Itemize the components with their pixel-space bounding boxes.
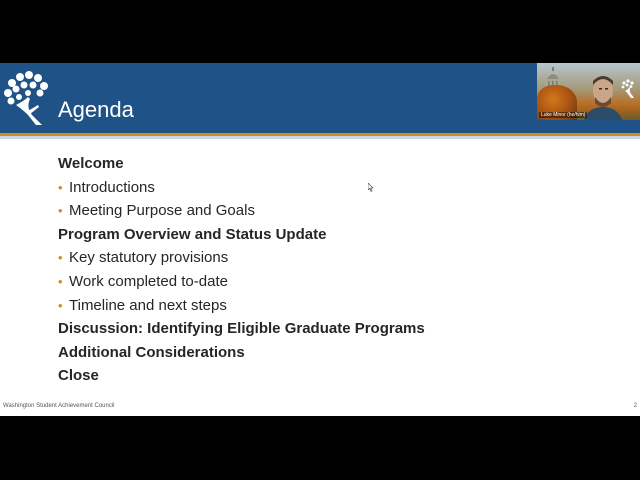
agenda-item-text: Key statutory provisions xyxy=(69,249,229,267)
header-light-stripe xyxy=(0,136,640,139)
agenda-section-item xyxy=(58,341,425,365)
bullet-icon: • xyxy=(58,203,63,219)
agenda-item-text: Close xyxy=(58,367,99,385)
agenda-subitem xyxy=(58,199,425,223)
agenda-subitem xyxy=(58,294,425,318)
agenda-item-text: Welcome xyxy=(58,155,124,172)
bullet-icon: • xyxy=(58,273,63,289)
agenda-item-text: Work completed to-date xyxy=(69,272,228,290)
participant-name-label: Luke Minor (he/him) xyxy=(541,112,586,118)
agenda-item-text: Discussion: Identifying Eligible Graduate Programs xyxy=(58,320,425,338)
slide-title: Agenda xyxy=(58,97,134,122)
agenda-item-text: Introductions xyxy=(69,178,155,196)
agenda-section-item xyxy=(58,364,425,388)
footer-organization: Washington Student Achievement Council xyxy=(3,403,115,409)
tree-logo-icon xyxy=(620,79,636,99)
agenda-section-item xyxy=(58,152,425,176)
bullet-icon: • xyxy=(58,179,63,195)
participant-video-tile[interactable] xyxy=(537,63,640,120)
agenda-section-item xyxy=(58,223,425,247)
slide-page-number: 2 xyxy=(633,403,637,409)
agenda-item-text: Program Overview and Status Update xyxy=(58,225,327,243)
agenda-item-text: Timeline and next steps xyxy=(69,296,227,314)
agenda-subitem xyxy=(58,246,425,270)
agenda-item-text: Meeting Purpose and Goals xyxy=(69,202,255,220)
mouse-pointer-icon xyxy=(368,183,374,192)
agenda-section-item xyxy=(58,317,425,341)
bullet-icon: • xyxy=(58,297,63,313)
agenda-item-text: Additional Considerations xyxy=(58,343,245,361)
bullet-icon: • xyxy=(58,250,63,266)
agenda-subitem xyxy=(58,270,425,294)
tree-logo-icon xyxy=(2,71,50,127)
participant-avatar xyxy=(583,71,623,120)
